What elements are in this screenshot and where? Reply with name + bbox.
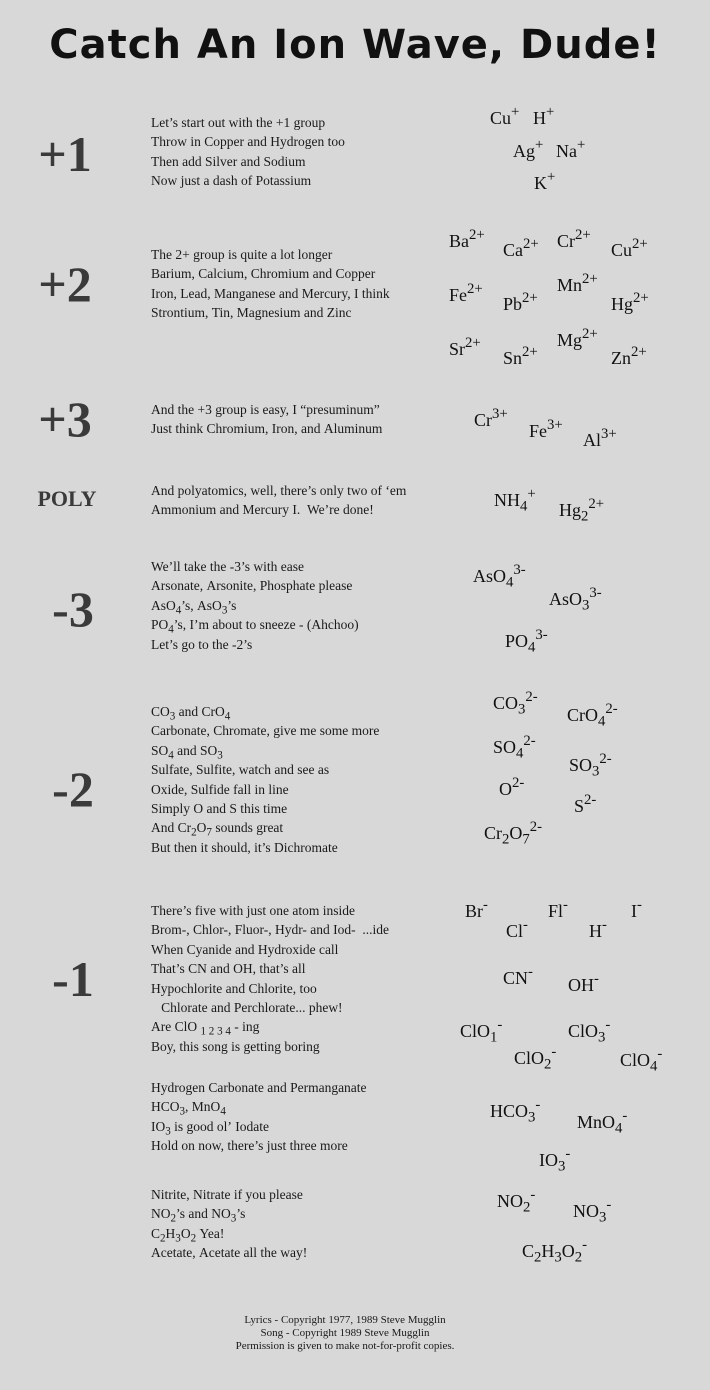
ion-formula: $CO_3^{2-}$ <box>493 688 538 718</box>
lyrics-minus2 <box>151 702 379 857</box>
lyric-line: Hydrogen Carbonate and Permanganate <box>151 1080 367 1095</box>
ion-formula: AsO$_3^{3-}$ <box>549 584 602 614</box>
ion-formula: $Cr^{2+}$ <box>557 226 591 251</box>
lyric-line: $NO_2’s$ and $NO_3’s$ <box>151 1206 246 1225</box>
ion-formula: $Ba^{2+}$ <box>449 226 485 251</box>
ion-formula: $O^{2-}$ <box>499 774 525 799</box>
lyric-line: Acetate, Acetate all the way! <box>151 1245 308 1261</box>
ion-formula: H+ <box>533 103 555 128</box>
ion-formula: $Cr^{3+}$ <box>474 405 508 430</box>
ion-formula: $HCO_3^-$ <box>490 1096 541 1126</box>
lyric-line: And polyatomics, well, there’s only two of ‘em <box>151 483 407 498</box>
charge-label-plus2: +2 <box>38 256 92 312</box>
ion-formula: $Sn^{2+}$ <box>503 343 538 368</box>
ion-formula: $Mg^{2+}$ <box>557 325 598 350</box>
ion-formula: Fl- <box>548 896 568 921</box>
lyric-line: Just think Chromium, Iron, and Aluminum <box>151 421 383 437</box>
lyric-line: The 2+ group is quite a lot longer <box>151 247 333 262</box>
page-title: Catch An Ion Wave, Dude! <box>49 22 661 68</box>
ion-formula: $S^{2-}$ <box>574 791 597 816</box>
ion-formula: $IO_3^-$ <box>539 1145 571 1175</box>
ion-formula: $Mn^{2+}$ <box>557 270 598 295</box>
lyric-line: Chlorate and Perchlorate... phew! <box>151 1000 343 1016</box>
ion-formula: ClO$_4$- <box>620 1045 663 1075</box>
ion-formula: $Fe^{3+}$ <box>529 416 563 441</box>
ion-formula: I- <box>631 896 642 921</box>
ion-formula: $Ca^{2+}$ <box>503 235 539 260</box>
lyric-line: $SO_4$ and $SO_3$ <box>151 742 223 762</box>
ion-formula: $SO_4^{2-}$ <box>493 732 536 762</box>
ion-formula: $Hg_2^{2+}$ <box>559 495 605 525</box>
ion-formula: $Pb^{2+}$ <box>503 289 538 314</box>
lyric-line: Iron, Lead, Manganese and Mercury, I think <box>151 285 390 301</box>
lyric-line: Ammonium and Mercury I. We’re done! <box>151 502 374 518</box>
footer-line: Lyrics - Copyright 1977, 1989 Steve Mugglin <box>244 1314 446 1326</box>
lyric-line: Brom-, Chlor-, Fluor-, Hydr- and Iod- ...ide <box>151 922 390 938</box>
lyric-line: Boy, this song is getting boring <box>151 1038 320 1054</box>
ion-formula: ClO$_1$- <box>460 1016 503 1046</box>
lyrics-minus3 <box>151 557 359 654</box>
ion-formula: OH- <box>568 970 599 995</box>
lyric-line: AsO$_4$’s, AsO$_3$’s <box>151 597 237 617</box>
ion-formula: $Al^{3+}$ <box>583 425 617 450</box>
ion-formula: CrO$_4^{2-}$ <box>567 700 618 730</box>
ion-formula: $SO_3^{2-}$ <box>569 750 612 780</box>
copyright-footer <box>0 1314 690 1353</box>
ion-formula: Ag+ <box>513 136 544 161</box>
lyric-line: Let’s start out with the +1 group <box>151 115 326 130</box>
lyric-line: When Cyanide and Hydroxide call <box>151 941 339 957</box>
lyric-line: Hold on now, there’s just three more <box>151 1138 348 1154</box>
lyric-line: Let’s go to the -2’s <box>151 636 253 652</box>
ion-formula: Br- <box>465 896 488 921</box>
ion-formula: Cl- <box>506 916 528 941</box>
ion-formula: ClO$_3$- <box>568 1016 611 1046</box>
lyric-line: Simply O and S this time <box>151 801 288 817</box>
footer-line: Permission is given to make not-for-profit copies. <box>235 1340 455 1352</box>
charge-label-minus1: -1 <box>52 951 94 1007</box>
lyric-line: $IO_3$ is good ol’ Iodate <box>151 1118 270 1138</box>
ion-formula: Cu+ <box>490 103 520 128</box>
charge-label-minus2: -2 <box>52 761 94 817</box>
ion-formula: MnO$_4$- <box>577 1107 628 1137</box>
lyric-line: Oxide, Sulfide fall in line <box>151 781 289 797</box>
lyric-line: We’ll take the -3’s with ease <box>151 559 304 574</box>
ion-formula: K+ <box>534 168 556 193</box>
ion-formula: $Fe^{2+}$ <box>449 280 483 305</box>
charge-label-plus1: +1 <box>38 126 92 182</box>
lyrics-minus1-c <box>151 1185 307 1263</box>
lyrics-plus2 <box>151 245 390 323</box>
ion-formula: $Cr_2O_7^{2-}$ <box>484 818 543 848</box>
lyric-line: Arsonate, Arsonite, Phosphate please <box>151 578 353 594</box>
ion-formula: $NO_2^-$ <box>497 1186 536 1216</box>
lyric-line: $CO_3$ and CrO$_4$ <box>151 704 231 723</box>
lyric-line: Hypochlorite and Chlorite, too <box>151 980 317 996</box>
lyric-line: Now just a dash of Potassium <box>151 173 312 189</box>
lyric-line: Throw in Copper and Hydrogen too <box>151 134 345 150</box>
ion-formula: $NO_3^-$ <box>573 1196 612 1226</box>
lyric-line: Then add Silver and Sodium <box>151 153 306 169</box>
lyric-line: And the +3 group is easy, I “presuminum” <box>151 402 380 417</box>
ion-formula: $NH_4^+$ <box>494 485 536 515</box>
ion-formula: Na+ <box>556 136 586 161</box>
lyric-line: Barium, Calcium, Chromium and Copper <box>151 266 376 282</box>
ion-formula: $C_2H_3O_2^-$ <box>522 1236 588 1266</box>
lyrics-plus3 <box>151 400 382 439</box>
ion-formula: $PO_4^{3-}$ <box>505 626 548 656</box>
lyric-line: Carbonate, Chromate, give me some more <box>151 723 380 739</box>
lyrics-poly <box>151 481 406 520</box>
ion-formula: CN- <box>503 963 533 988</box>
lyric-line: That’s CN and OH, that’s all <box>151 961 306 977</box>
ion-formula: $Zn^{2+}$ <box>611 343 647 368</box>
charge-label-poly: POLY <box>37 486 97 511</box>
footer-line: Song - Copyright 1989 Steve Mugglin <box>260 1327 430 1339</box>
lyric-line: $C_2H_3O_2$ Yea! <box>151 1225 225 1245</box>
lyrics-minus1-a <box>151 901 389 1056</box>
lyric-line: Nitrite, Nitrate if you please <box>151 1187 303 1202</box>
lyrics-minus1-b <box>151 1078 367 1156</box>
lyric-line: $HCO_3$, MnO$_4$ <box>151 1099 226 1118</box>
lyric-line: Sulfate, Sulfite, watch and see as <box>151 762 330 778</box>
ion-formula: ClO$_2$- <box>514 1043 557 1073</box>
ion-formula: $Cu^{2+}$ <box>611 235 648 260</box>
lyric-line: $PO_4’s$, I’m about to sneeze - (Ahchoo) <box>151 617 359 636</box>
charge-label-minus3: -3 <box>52 581 94 637</box>
lyrics-plus1 <box>151 113 345 191</box>
lyric-line: But then it should, it’s Dichromate <box>151 839 338 855</box>
ion-formula: $Hg^{2+}$ <box>611 289 649 314</box>
ion-formula: $Sr^{2+}$ <box>449 334 481 359</box>
charge-label-plus3: +3 <box>38 391 92 447</box>
lyric-line: And $Cr_2O_7$ sounds great <box>151 820 284 839</box>
lyric-line: There’s five with just one atom inside <box>151 903 355 918</box>
lyric-line: Are ClO $_{1 2 3 4}$ - ing <box>151 1019 260 1038</box>
ion-formula: H- <box>589 916 607 941</box>
lyric-line: Strontium, Tin, Magnesium and Zinc <box>151 305 352 321</box>
ion-formula: AsO$_4^{3-}$ <box>473 561 526 591</box>
